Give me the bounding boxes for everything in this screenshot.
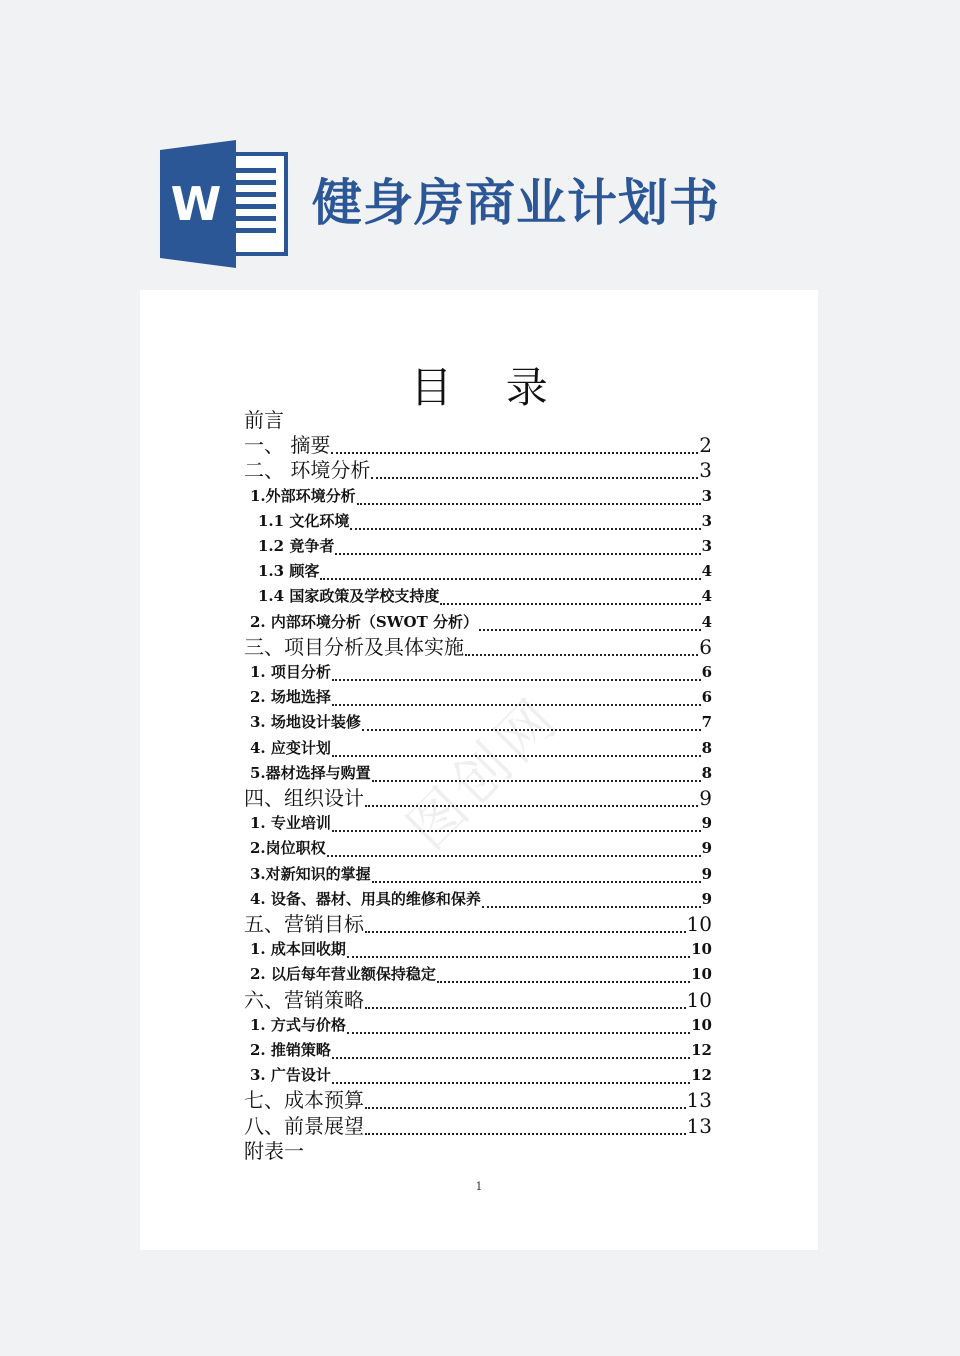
toc-entry-page: 4 — [701, 612, 712, 631]
toc-entry-label: 3.对新知识的掌握 — [250, 864, 371, 883]
toc-entry[interactable] — [250, 610, 712, 634]
toc-entry-label: 一、 摘要 — [244, 433, 331, 458]
toc-entry-label: 附表一 — [244, 1138, 304, 1163]
toc-entry-page: 10 — [691, 1015, 712, 1034]
toc-entry[interactable] — [250, 836, 712, 860]
toc-entry[interactable] — [250, 962, 712, 986]
toc-entry[interactable] — [258, 509, 712, 533]
toc-leader-dots — [372, 768, 701, 782]
toc-entry-page: 10 — [691, 965, 712, 984]
toc-entry-page: 9 — [701, 814, 712, 833]
toc-entry-page: 8 — [701, 763, 712, 782]
toc-entry-page: 9 — [699, 786, 712, 810]
toc-leader-dots — [465, 642, 698, 656]
toc-entry-page: 7 — [701, 713, 712, 732]
toc-entry-label: 3. 广告设计 — [250, 1066, 331, 1085]
toc-entry-label: 1. 项目分析 — [250, 663, 331, 681]
toc-entry[interactable] — [244, 786, 712, 810]
toc-entry-page: 9 — [701, 839, 712, 858]
toc-leader-dots — [332, 692, 701, 706]
toc-entry-page: 3 — [701, 486, 712, 505]
toc-entry-label: 前言 — [244, 408, 284, 432]
toc-entry[interactable] — [250, 660, 712, 684]
toc-leader-dots — [332, 818, 701, 832]
toc-entry-page: 3 — [701, 537, 712, 555]
toc-leader-dots — [365, 995, 686, 1009]
toc-leader-dots — [331, 440, 698, 454]
toc-entry-label: 1.外部环境分析 — [250, 486, 356, 505]
toc-entry[interactable] — [244, 1088, 712, 1112]
toc-entry-label: 六、营销策略 — [244, 987, 364, 1012]
toc-entry[interactable] — [250, 887, 712, 911]
toc-leader-dots — [320, 566, 700, 580]
toc-entry-label: 3. 场地设计装修 — [250, 713, 361, 732]
watermark: 图创网 — [395, 684, 573, 862]
toc-entry-page: 10 — [686, 912, 712, 936]
toc-entry-label: 4. 设备、器材、用具的维修和保养 — [250, 889, 481, 908]
toc-leader-dots — [332, 743, 701, 757]
toc-leader-dots — [371, 465, 698, 479]
toc-entry-label: 四、组织设计 — [244, 786, 364, 810]
toc-leader-dots — [372, 869, 701, 883]
toc-leader-dots — [332, 1045, 690, 1059]
toc-entry[interactable] — [258, 584, 712, 608]
toc-entry[interactable] — [244, 433, 712, 457]
toc-entry-page: 12 — [691, 1041, 712, 1059]
toc-entry[interactable] — [250, 736, 712, 760]
word-logo-letter: W — [170, 177, 222, 231]
toc-entry[interactable] — [250, 862, 712, 886]
toc-leader-dots — [332, 667, 701, 681]
toc-entry[interactable] — [244, 408, 284, 432]
toc-leader-dots — [357, 491, 701, 505]
toc-entry-label: 七、成本预算 — [244, 1088, 364, 1113]
toc-entry[interactable] — [250, 937, 712, 961]
word-icon — [160, 140, 288, 268]
toc-heading: 目 录 — [410, 363, 548, 412]
toc-entry-label: 五、营销目标 — [244, 912, 364, 936]
toc-leader-dots — [347, 944, 690, 958]
toc-entry[interactable] — [250, 710, 712, 734]
toc-entry-label: 1.1 文化环境 — [258, 511, 350, 530]
toc-entry[interactable] — [250, 484, 712, 508]
toc-entry[interactable] — [244, 635, 712, 659]
toc-leader-dots — [365, 1095, 686, 1109]
toc-entry-page: 6 — [699, 634, 712, 659]
toc-entry-page: 9 — [701, 864, 712, 883]
toc-entry[interactable] — [250, 685, 712, 709]
toc-entry-label: 1.4 国家政策及学校支持度 — [258, 587, 440, 606]
toc-entry-label: 1.3 顾客 — [258, 562, 320, 581]
toc-entry-page: 6 — [701, 663, 712, 681]
toc-entry-label: 2. 推销策略 — [250, 1041, 331, 1059]
toc-leader-dots — [347, 1020, 690, 1034]
toc-entry-page: 12 — [691, 1066, 712, 1085]
toc-entry-label: 八、前景展望 — [244, 1113, 364, 1138]
toc-leader-dots — [437, 969, 690, 983]
toc-entry-label: 1. 方式与价格 — [250, 1015, 346, 1034]
toc-entry-page: 4 — [701, 562, 712, 581]
document-title: 健身房商业计划书 — [312, 174, 720, 232]
toc-entry-page: 3 — [701, 511, 712, 530]
toc-entry-page: 4 — [701, 587, 712, 606]
toc-entry[interactable] — [244, 458, 712, 482]
toc-leader-dots — [365, 1121, 686, 1135]
toc-entry[interactable] — [250, 1038, 712, 1062]
toc-entry-label: 5.器材选择与购置 — [250, 763, 371, 782]
toc-entry[interactable] — [244, 1139, 304, 1163]
toc-leader-dots — [327, 843, 701, 857]
toc-entry-label: 1. 专业培训 — [250, 814, 331, 833]
toc-leader-dots — [335, 541, 700, 555]
toc-entry-label: 二、 环境分析 — [244, 458, 371, 483]
toc-entry-page: 9 — [701, 889, 712, 908]
toc-entry[interactable] — [250, 1013, 712, 1037]
toc-entry-label: 2. 以后每年营业额保持稳定 — [250, 965, 436, 984]
toc-entry-label: 2. 场地选择 — [250, 688, 331, 707]
toc-entry-page: 13 — [686, 1088, 712, 1113]
toc-leader-dots — [479, 617, 701, 631]
toc-entry-label: 2. 内部环境分析（SWOT 分析） — [250, 612, 479, 631]
toc-entry[interactable] — [244, 1114, 712, 1138]
document-header — [160, 140, 860, 270]
toc-leader-dots — [482, 894, 701, 908]
toc-entry[interactable] — [244, 912, 712, 936]
toc-entry-page: 3 — [699, 458, 712, 483]
toc-entry-page: 10 — [686, 987, 712, 1012]
toc-entry[interactable] — [250, 761, 712, 785]
toc-leader-dots — [350, 516, 700, 530]
toc-leader-dots — [332, 1070, 690, 1084]
toc-entry-label: 2.岗位职权 — [250, 839, 326, 858]
toc-entry[interactable] — [244, 988, 712, 1012]
toc-leader-dots — [362, 717, 701, 731]
toc-leader-dots — [440, 591, 700, 605]
toc-entry-label: 1. 成本回收期 — [250, 940, 346, 959]
toc-entry-page: 10 — [691, 940, 712, 959]
document-page — [140, 290, 818, 1250]
toc-leader-dots — [365, 793, 698, 807]
toc-entry-label: 1.2 竟争者 — [258, 537, 335, 555]
toc-leader-dots — [365, 919, 686, 933]
toc-entry[interactable] — [258, 534, 712, 558]
toc-entry-label: 三、项目分析及具体实施 — [244, 634, 464, 659]
toc-entry-page: 13 — [686, 1113, 712, 1138]
page-number: 1 — [475, 1180, 483, 1193]
toc-entry-page: 2 — [699, 433, 712, 458]
toc-entry[interactable] — [250, 1063, 712, 1087]
toc-entry-label: 4. 应变计划 — [250, 738, 331, 757]
toc-entry-page: 6 — [701, 688, 712, 707]
toc-entry-page: 8 — [701, 738, 712, 757]
toc-entry[interactable] — [250, 811, 712, 835]
toc-entry[interactable] — [258, 559, 712, 583]
